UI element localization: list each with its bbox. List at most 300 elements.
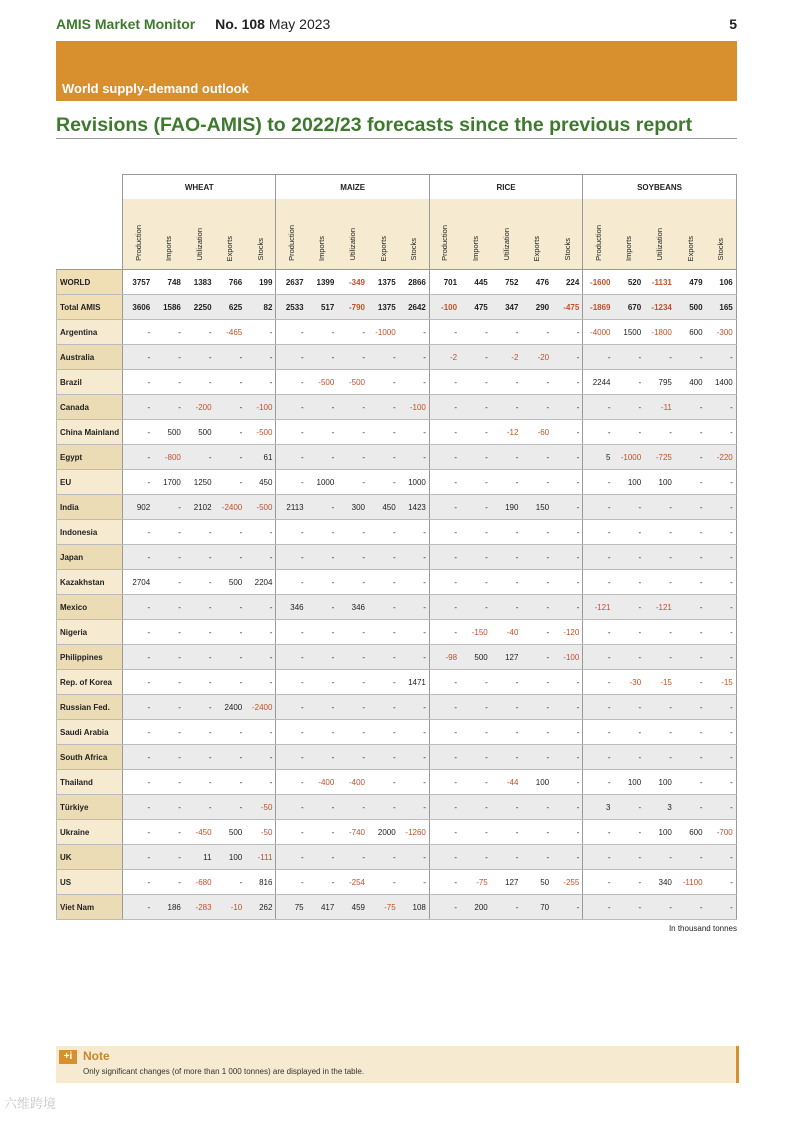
value-cell: - <box>215 595 246 620</box>
country-name: Total AMIS <box>57 295 123 320</box>
value-cell: - <box>583 345 614 370</box>
value-cell: 199 <box>245 270 276 295</box>
value-cell: - <box>276 870 307 895</box>
value-cell: - <box>614 745 645 770</box>
value-cell: - <box>614 395 645 420</box>
country-name: China Mainland <box>57 420 123 445</box>
value-cell: - <box>276 470 307 495</box>
value-cell: - <box>644 845 675 870</box>
column-header <box>276 199 307 270</box>
value-cell: -349 <box>337 270 368 295</box>
value-cell: - <box>675 345 706 370</box>
value-cell: - <box>521 520 552 545</box>
value-cell: 500 <box>153 420 184 445</box>
value-cell: - <box>337 545 368 570</box>
value-cell: - <box>276 770 307 795</box>
value-cell: -50 <box>245 820 276 845</box>
value-cell: - <box>276 820 307 845</box>
value-cell: 625 <box>215 295 246 320</box>
value-cell: - <box>460 720 491 745</box>
value-cell: - <box>215 395 246 420</box>
value-cell: - <box>460 370 491 395</box>
group-header: WHEAT <box>123 175 276 200</box>
value-cell: -100 <box>245 395 276 420</box>
value-cell: - <box>521 795 552 820</box>
column-header <box>460 199 491 270</box>
column-header <box>368 199 399 270</box>
table-row <box>57 495 737 520</box>
value-cell: - <box>706 545 737 570</box>
column-header <box>307 199 338 270</box>
column-header-label: Stocks <box>255 238 265 261</box>
value-cell: -1234 <box>644 295 675 320</box>
value-cell: - <box>552 320 583 345</box>
value-cell: 520 <box>614 270 645 295</box>
value-cell: - <box>491 745 522 770</box>
value-cell: - <box>368 470 399 495</box>
value-cell: 2102 <box>184 495 215 520</box>
value-cell: - <box>521 370 552 395</box>
value-cell: - <box>337 420 368 445</box>
value-cell: - <box>491 720 522 745</box>
column-header-label: Production <box>287 225 297 261</box>
value-cell: - <box>153 570 184 595</box>
value-cell: - <box>215 370 246 395</box>
value-cell: - <box>215 770 246 795</box>
column-header <box>245 199 276 270</box>
value-cell: 459 <box>337 895 368 920</box>
value-cell: - <box>123 470 154 495</box>
value-cell: 1250 <box>184 470 215 495</box>
value-cell: -254 <box>337 870 368 895</box>
value-cell: - <box>123 870 154 895</box>
value-cell: - <box>460 520 491 545</box>
value-cell: - <box>460 495 491 520</box>
value-cell: - <box>675 520 706 545</box>
value-cell: -1800 <box>644 320 675 345</box>
value-cell: - <box>337 720 368 745</box>
value-cell: - <box>307 570 338 595</box>
value-cell: -10 <box>215 895 246 920</box>
value-cell: - <box>460 670 491 695</box>
value-cell: - <box>614 420 645 445</box>
value-cell: - <box>552 845 583 870</box>
value-cell: - <box>368 570 399 595</box>
column-header-label: Utilization <box>655 228 665 261</box>
value-cell: - <box>706 495 737 520</box>
value-cell: - <box>429 420 460 445</box>
value-cell: - <box>123 620 154 645</box>
value-cell: - <box>583 845 614 870</box>
value-cell: - <box>123 545 154 570</box>
value-cell: 100 <box>521 770 552 795</box>
revisions-table <box>56 174 737 920</box>
value-cell: - <box>644 570 675 595</box>
value-cell: - <box>675 670 706 695</box>
value-cell: - <box>337 570 368 595</box>
value-cell: 748 <box>153 270 184 295</box>
value-cell: - <box>123 645 154 670</box>
value-cell: 1375 <box>368 295 399 320</box>
value-cell: - <box>429 470 460 495</box>
value-cell: - <box>614 720 645 745</box>
value-cell: 445 <box>460 270 491 295</box>
value-cell: -400 <box>307 770 338 795</box>
value-cell: - <box>337 670 368 695</box>
value-cell: - <box>552 420 583 445</box>
value-cell: - <box>123 745 154 770</box>
value-cell: - <box>675 570 706 595</box>
value-cell: - <box>307 645 338 670</box>
value-cell: - <box>123 820 154 845</box>
value-cell: - <box>337 345 368 370</box>
value-cell: - <box>614 870 645 895</box>
value-cell: - <box>276 670 307 695</box>
value-cell: - <box>521 670 552 695</box>
section-label: World supply-demand outlook <box>62 81 249 96</box>
value-cell: 1383 <box>184 270 215 295</box>
value-cell: - <box>583 670 614 695</box>
value-cell: - <box>399 420 430 445</box>
value-cell: - <box>706 520 737 545</box>
value-cell: - <box>552 720 583 745</box>
value-cell: - <box>706 770 737 795</box>
value-cell: - <box>153 370 184 395</box>
value-cell: - <box>429 895 460 920</box>
value-cell: - <box>460 770 491 795</box>
value-cell: - <box>521 695 552 720</box>
value-cell: - <box>706 470 737 495</box>
value-cell: - <box>153 495 184 520</box>
value-cell: - <box>215 670 246 695</box>
value-cell: - <box>675 645 706 670</box>
group-header: SOYBEANS <box>583 175 736 200</box>
column-header <box>337 199 368 270</box>
value-cell: -100 <box>429 295 460 320</box>
value-cell: 795 <box>644 370 675 395</box>
value-cell: - <box>460 845 491 870</box>
value-cell: - <box>153 745 184 770</box>
country-name: Rep. of Korea <box>57 670 123 695</box>
table-row <box>57 595 737 620</box>
value-cell: - <box>552 495 583 520</box>
value-cell: - <box>245 545 276 570</box>
column-header-label: Utilization <box>348 228 358 261</box>
value-cell: - <box>552 695 583 720</box>
value-cell: - <box>368 795 399 820</box>
value-cell: - <box>552 770 583 795</box>
value-cell: 517 <box>307 295 338 320</box>
value-cell: 600 <box>675 820 706 845</box>
value-cell: 127 <box>491 645 522 670</box>
value-cell: - <box>399 570 430 595</box>
value-cell: 500 <box>215 820 246 845</box>
plus-info-icon: +i <box>59 1050 77 1064</box>
value-cell: - <box>552 595 583 620</box>
country-name: India <box>57 495 123 520</box>
value-cell: - <box>460 595 491 620</box>
value-cell: - <box>123 695 154 720</box>
value-cell: - <box>460 320 491 345</box>
value-cell: - <box>552 895 583 920</box>
table-row <box>57 870 737 895</box>
value-cell: 3 <box>644 795 675 820</box>
value-cell: 479 <box>675 270 706 295</box>
column-header <box>429 199 460 270</box>
value-cell: - <box>399 595 430 620</box>
value-cell: -283 <box>184 895 215 920</box>
value-cell: 701 <box>429 270 460 295</box>
value-cell: 1000 <box>307 470 338 495</box>
value-cell: - <box>123 670 154 695</box>
value-cell: - <box>491 895 522 920</box>
page-header <box>56 16 737 36</box>
value-cell: - <box>276 695 307 720</box>
value-cell: - <box>706 895 737 920</box>
value-cell: - <box>123 345 154 370</box>
note-text: Only significant changes (of more than 1 000 tonnes) are displayed in the table. <box>83 1067 365 1076</box>
value-cell: - <box>245 670 276 695</box>
value-cell: - <box>276 720 307 745</box>
value-cell: - <box>644 745 675 770</box>
value-cell: - <box>675 395 706 420</box>
value-cell: - <box>460 695 491 720</box>
value-cell: - <box>215 645 246 670</box>
value-cell: - <box>675 595 706 620</box>
value-cell: - <box>245 645 276 670</box>
country-name: EU <box>57 470 123 495</box>
value-cell: 2704 <box>123 570 154 595</box>
table-row <box>57 320 737 345</box>
value-cell: 2637 <box>276 270 307 295</box>
value-cell: - <box>153 670 184 695</box>
value-cell: 1700 <box>153 470 184 495</box>
value-cell: - <box>429 495 460 520</box>
value-cell: - <box>399 720 430 745</box>
country-name: Türkiye <box>57 795 123 820</box>
issue-date: May 2023 <box>268 16 331 32</box>
value-cell: - <box>399 370 430 395</box>
value-cell: - <box>123 520 154 545</box>
value-cell: - <box>184 520 215 545</box>
value-cell: -100 <box>399 395 430 420</box>
value-cell: - <box>399 870 430 895</box>
value-cell: - <box>552 670 583 695</box>
value-cell: 2250 <box>184 295 215 320</box>
value-cell: - <box>429 395 460 420</box>
value-cell: - <box>429 720 460 745</box>
value-cell: - <box>614 595 645 620</box>
value-cell: -50 <box>245 795 276 820</box>
value-cell: 752 <box>491 270 522 295</box>
value-cell: 476 <box>521 270 552 295</box>
value-cell: - <box>368 770 399 795</box>
value-cell: - <box>399 320 430 345</box>
value-cell: 127 <box>491 870 522 895</box>
value-cell: - <box>337 470 368 495</box>
value-cell: -790 <box>337 295 368 320</box>
table-row <box>57 295 737 320</box>
column-header-label: Production <box>440 225 450 261</box>
country-name: UK <box>57 845 123 870</box>
value-cell: 1000 <box>399 470 430 495</box>
value-cell: - <box>644 720 675 745</box>
value-cell: - <box>368 345 399 370</box>
value-cell: - <box>368 720 399 745</box>
value-cell: - <box>614 345 645 370</box>
table-row <box>57 745 737 770</box>
value-cell: - <box>153 845 184 870</box>
value-cell: - <box>460 420 491 445</box>
value-cell: - <box>644 895 675 920</box>
value-cell: - <box>429 770 460 795</box>
value-cell: - <box>706 645 737 670</box>
value-cell: - <box>552 545 583 570</box>
value-cell: - <box>368 420 399 445</box>
value-cell: - <box>307 545 338 570</box>
value-cell: 224 <box>552 270 583 295</box>
column-header <box>399 199 430 270</box>
group-header: RICE <box>429 175 582 200</box>
country-name: South Africa <box>57 745 123 770</box>
value-cell: - <box>583 395 614 420</box>
value-cell: - <box>614 520 645 545</box>
column-header-label: Stocks <box>409 238 419 261</box>
value-cell: 500 <box>675 295 706 320</box>
value-cell: - <box>153 595 184 620</box>
value-cell: - <box>123 795 154 820</box>
value-cell: -300 <box>706 320 737 345</box>
value-cell: - <box>460 395 491 420</box>
column-header <box>614 199 645 270</box>
value-cell: - <box>675 470 706 495</box>
value-cell: - <box>399 695 430 720</box>
column-header-label: Exports <box>532 235 542 261</box>
table-row <box>57 370 737 395</box>
value-cell: - <box>521 645 552 670</box>
value-cell: - <box>644 520 675 545</box>
value-cell: -1869 <box>583 295 614 320</box>
value-cell: - <box>184 570 215 595</box>
value-cell: - <box>337 745 368 770</box>
country-name: WORLD <box>57 270 123 295</box>
value-cell: -121 <box>583 595 614 620</box>
value-cell: - <box>215 545 246 570</box>
value-cell: - <box>153 395 184 420</box>
value-cell: 2244 <box>583 370 614 395</box>
value-cell: 2204 <box>245 570 276 595</box>
value-cell: - <box>245 770 276 795</box>
table-row <box>57 845 737 870</box>
value-cell: - <box>307 745 338 770</box>
value-cell: - <box>215 445 246 470</box>
value-cell: - <box>583 745 614 770</box>
value-cell: 417 <box>307 895 338 920</box>
value-cell: 100 <box>614 470 645 495</box>
value-cell: - <box>368 395 399 420</box>
value-cell: - <box>184 795 215 820</box>
value-cell: - <box>368 645 399 670</box>
value-cell: - <box>153 695 184 720</box>
value-cell: - <box>337 445 368 470</box>
table-row <box>57 645 737 670</box>
value-cell: 190 <box>491 495 522 520</box>
value-cell: - <box>675 545 706 570</box>
value-cell: -121 <box>644 595 675 620</box>
value-cell: - <box>644 645 675 670</box>
value-cell: -2 <box>429 345 460 370</box>
country-name: Australia <box>57 345 123 370</box>
value-cell: -1100 <box>675 870 706 895</box>
value-cell: - <box>399 620 430 645</box>
value-cell: - <box>368 445 399 470</box>
value-cell: -500 <box>245 420 276 445</box>
value-cell: - <box>276 795 307 820</box>
value-cell: -465 <box>215 320 246 345</box>
value-cell: 1399 <box>307 270 338 295</box>
section-banner <box>56 41 737 101</box>
value-cell: - <box>368 670 399 695</box>
value-cell: - <box>429 570 460 595</box>
value-cell: -12 <box>491 420 522 445</box>
value-cell: - <box>215 420 246 445</box>
value-cell: 340 <box>644 870 675 895</box>
value-cell: - <box>521 745 552 770</box>
value-cell: 1471 <box>399 670 430 695</box>
title-divider <box>56 138 737 139</box>
column-header-label: Exports <box>685 235 695 261</box>
value-cell: - <box>583 520 614 545</box>
value-cell: - <box>675 420 706 445</box>
value-cell: - <box>706 795 737 820</box>
value-cell: - <box>215 345 246 370</box>
column-header-label: Exports <box>225 235 235 261</box>
value-cell: - <box>307 495 338 520</box>
value-cell: -800 <box>153 445 184 470</box>
issue-info <box>215 16 330 32</box>
value-cell: - <box>583 770 614 795</box>
column-header <box>153 199 184 270</box>
value-cell: - <box>184 320 215 345</box>
value-cell: - <box>552 395 583 420</box>
value-cell: - <box>491 395 522 420</box>
value-cell: - <box>215 470 246 495</box>
value-cell: - <box>675 620 706 645</box>
value-cell: -100 <box>552 645 583 670</box>
value-cell: - <box>706 345 737 370</box>
value-cell: 902 <box>123 495 154 520</box>
value-cell: - <box>399 345 430 370</box>
value-cell: - <box>552 520 583 545</box>
value-cell: - <box>276 520 307 545</box>
country-name: Japan <box>57 545 123 570</box>
value-cell: - <box>706 620 737 645</box>
column-header-label: Exports <box>378 235 388 261</box>
value-cell: - <box>337 320 368 345</box>
value-cell: - <box>429 845 460 870</box>
value-cell: 500 <box>184 420 215 445</box>
table-row <box>57 695 737 720</box>
table-row <box>57 270 737 295</box>
value-cell: - <box>644 495 675 520</box>
value-cell: -20 <box>521 345 552 370</box>
value-cell: - <box>583 420 614 445</box>
value-cell: - <box>644 620 675 645</box>
value-cell: - <box>215 870 246 895</box>
value-cell: - <box>337 795 368 820</box>
value-cell: -40 <box>491 620 522 645</box>
value-cell: - <box>491 795 522 820</box>
